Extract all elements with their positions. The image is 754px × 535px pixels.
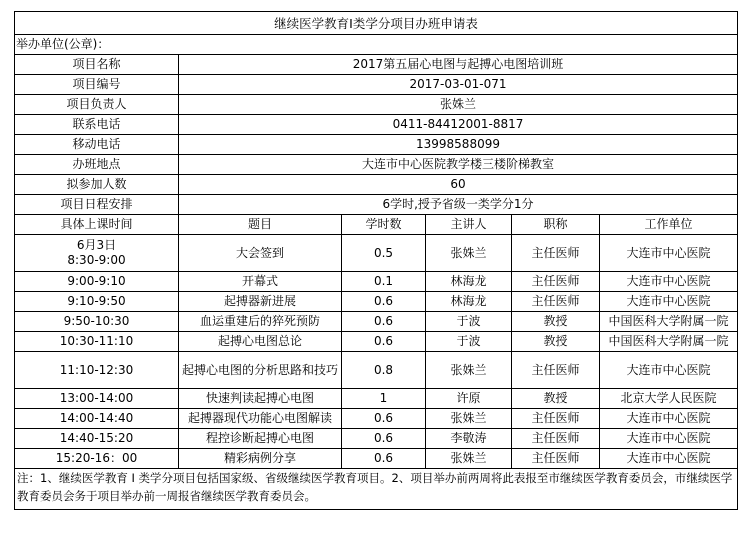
info-row xyxy=(15,75,738,95)
info-value: 2017-03-01-071 xyxy=(179,75,738,95)
schedule-time: 6月3日 8:30-9:00 xyxy=(15,235,179,272)
schedule-speaker: 于波 xyxy=(426,312,512,332)
organizer-label: 举办单位(公章)： xyxy=(15,35,738,55)
info-value: 2017第五届心电图与起搏心电图培训班 xyxy=(179,55,738,75)
schedule-time: 15:20-16：00 xyxy=(15,449,179,469)
schedule-row xyxy=(15,312,738,332)
info-row xyxy=(15,175,738,195)
schedule-time: 14:00-14:40 xyxy=(15,409,179,429)
schedule-unit: 大连市中心医院 xyxy=(600,235,738,272)
schedule-time: 11:10-12:30 xyxy=(15,352,179,389)
schedule-rank: 主任医师 xyxy=(512,272,600,292)
schedule-row xyxy=(15,272,738,292)
schedule-unit: 北京大学人民医院 xyxy=(600,389,738,409)
schedule-row xyxy=(15,292,738,312)
schedule-time: 10:30-11:10 xyxy=(15,332,179,352)
schedule-unit: 大连市中心医院 xyxy=(600,352,738,389)
schedule-row xyxy=(15,332,738,352)
info-row xyxy=(15,155,738,175)
schedule-topic: 起搏器新进展 xyxy=(179,292,342,312)
info-label: 办班地点 xyxy=(15,155,179,175)
column-header: 题目 xyxy=(179,215,342,235)
schedule-speaker: 张姝兰 xyxy=(426,352,512,389)
column-header: 工作单位 xyxy=(600,215,738,235)
schedule-speaker: 李敬涛 xyxy=(426,429,512,449)
info-value: 大连市中心医院教学楼三楼阶梯教室 xyxy=(179,155,738,175)
info-label: 项目日程安排 xyxy=(15,195,179,215)
info-row xyxy=(15,115,738,135)
schedule-rank: 主任医师 xyxy=(512,449,600,469)
schedule-time: 9:50-10:30 xyxy=(15,312,179,332)
info-row xyxy=(15,135,738,155)
schedule-topic: 起搏器现代功能心电图解读 xyxy=(179,409,342,429)
schedule-row xyxy=(15,449,738,469)
info-label: 联系电话 xyxy=(15,115,179,135)
schedule-row xyxy=(15,352,738,389)
footnote: 注：1、继续医学教育 I 类学分项目包括国家级、省级继续医学教育项目。2、项目举办前两周将此表报至市继续医学教育委员会，市继续医学教育委员会务于项目举办前一周报省继续医学教育委员会。 xyxy=(15,469,738,510)
note-row xyxy=(15,469,738,510)
schedule-speaker: 张姝兰 xyxy=(426,409,512,429)
schedule-speaker: 许原 xyxy=(426,389,512,409)
application-form xyxy=(14,11,737,510)
schedule-header-row xyxy=(15,215,738,235)
info-label: 拟参加人数 xyxy=(15,175,179,195)
column-header: 学时数 xyxy=(342,215,426,235)
schedule-speaker: 于波 xyxy=(426,332,512,352)
info-label: 项目负责人 xyxy=(15,95,179,115)
schedule-hours: 0.6 xyxy=(342,409,426,429)
column-header: 主讲人 xyxy=(426,215,512,235)
info-value: 张姝兰 xyxy=(179,95,738,115)
schedule-topic: 快速判读起搏心电图 xyxy=(179,389,342,409)
schedule-hours: 0.6 xyxy=(342,332,426,352)
schedule-speaker: 林海龙 xyxy=(426,272,512,292)
schedule-unit: 中国医科大学附属一院 xyxy=(600,332,738,352)
schedule-hours: 0.6 xyxy=(342,312,426,332)
schedule-rank: 主任医师 xyxy=(512,292,600,312)
schedule-rank: 主任医师 xyxy=(512,352,600,389)
schedule-rank: 主任医师 xyxy=(512,409,600,429)
schedule-unit: 大连市中心医院 xyxy=(600,409,738,429)
schedule-row xyxy=(15,389,738,409)
info-value: 60 xyxy=(179,175,738,195)
schedule-unit: 中国医科大学附属一院 xyxy=(600,312,738,332)
schedule-row xyxy=(15,429,738,449)
title-row xyxy=(15,12,738,35)
schedule-speaker: 林海龙 xyxy=(426,292,512,312)
schedule-unit: 大连市中心医院 xyxy=(600,292,738,312)
schedule-hours: 0.6 xyxy=(342,292,426,312)
schedule-rank: 教授 xyxy=(512,312,600,332)
info-label: 移动电话 xyxy=(15,135,179,155)
schedule-hours: 0.8 xyxy=(342,352,426,389)
info-label: 项目名称 xyxy=(15,55,179,75)
info-value: 13998588099 xyxy=(179,135,738,155)
schedule-row xyxy=(15,235,738,272)
schedule-rank: 教授 xyxy=(512,389,600,409)
schedule-unit: 大连市中心医院 xyxy=(600,429,738,449)
schedule-unit: 大连市中心医院 xyxy=(600,272,738,292)
form-title: 继续医学教育I类学分项目办班申请表 xyxy=(15,12,738,35)
schedule-speaker: 张姝兰 xyxy=(426,449,512,469)
info-row xyxy=(15,95,738,115)
info-label: 项目编号 xyxy=(15,75,179,95)
schedule-hours: 0.5 xyxy=(342,235,426,272)
schedule-time: 9:10-9:50 xyxy=(15,292,179,312)
info-row xyxy=(15,55,738,75)
column-header: 具体上课时间 xyxy=(15,215,179,235)
schedule-topic: 起搏心电图总论 xyxy=(179,332,342,352)
organizer-row xyxy=(15,35,738,55)
schedule-time: 9:00-9:10 xyxy=(15,272,179,292)
schedule-hours: 0.6 xyxy=(342,429,426,449)
schedule-rank: 主任医师 xyxy=(512,429,600,449)
schedule-rank: 主任医师 xyxy=(512,235,600,272)
info-value: 6学时,授予省级一类学分1分 xyxy=(179,195,738,215)
schedule-topic: 精彩病例分享 xyxy=(179,449,342,469)
schedule-hours: 1 xyxy=(342,389,426,409)
info-row xyxy=(15,195,738,215)
schedule-hours: 0.6 xyxy=(342,449,426,469)
info-value: 0411-84412001-8817 xyxy=(179,115,738,135)
schedule-unit: 大连市中心医院 xyxy=(600,449,738,469)
form-table xyxy=(14,11,738,510)
schedule-row xyxy=(15,409,738,429)
column-header: 职称 xyxy=(512,215,600,235)
schedule-hours: 0.1 xyxy=(342,272,426,292)
schedule-time: 13:00-14:00 xyxy=(15,389,179,409)
schedule-topic: 程控诊断起搏心电图 xyxy=(179,429,342,449)
schedule-topic: 起搏心电图的分析思路和技巧 xyxy=(179,352,342,389)
schedule-topic: 血运重建后的猝死预防 xyxy=(179,312,342,332)
schedule-rank: 教授 xyxy=(512,332,600,352)
schedule-speaker: 张姝兰 xyxy=(426,235,512,272)
schedule-topic: 开幕式 xyxy=(179,272,342,292)
schedule-time: 14:40-15:20 xyxy=(15,429,179,449)
schedule-topic: 大会签到 xyxy=(179,235,342,272)
